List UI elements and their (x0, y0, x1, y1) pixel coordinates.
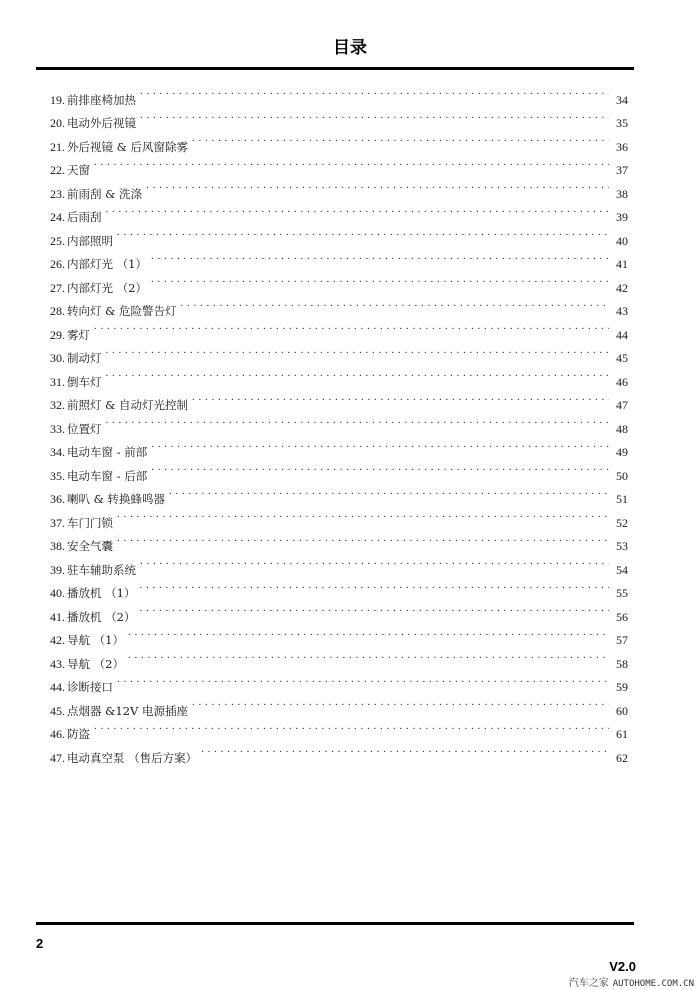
toc-entry-number: 25. (50, 233, 65, 248)
toc-entry[interactable] (50, 738, 628, 765)
toc-entry[interactable] (50, 221, 628, 248)
toc-entry-page: 36 (616, 139, 628, 154)
toc-entry-number: 29. (50, 327, 65, 342)
toc-entry-number: 40. (50, 586, 65, 600)
toc-entry-title: 车门门锁 (67, 515, 113, 530)
toc-entry-number: 32. (50, 398, 65, 412)
toc-dot-leader (192, 127, 609, 151)
toc-entry-page: 40 (616, 233, 628, 248)
toc-dot-leader (128, 621, 609, 645)
toc-entry-title: 转向灯 & 危险警告灯 (67, 304, 177, 318)
toc-entry[interactable] (50, 80, 628, 107)
toc-dot-leader (151, 433, 609, 457)
toc-entry-title: 导航 （2） (67, 656, 124, 671)
toc-entry[interactable] (50, 362, 628, 389)
toc-entry-title: 前照灯 & 自动灯光控制 (67, 398, 189, 412)
toc-entry-page: 58 (616, 656, 628, 671)
toc-entry-page: 39 (616, 210, 628, 224)
page-number: 2 (36, 936, 44, 951)
header-rule (36, 67, 634, 70)
toc-dot-leader (139, 574, 609, 598)
toc-dot-leader (140, 104, 609, 128)
toc-entry[interactable] (50, 245, 628, 269)
toc-entry-number: 20. (50, 116, 65, 130)
toc-dot-leader (94, 315, 609, 339)
toc-entry-title: 雾灯 (67, 327, 90, 342)
toc-entry-number: 26. (50, 257, 65, 271)
toc-entry-title: 播放机 （1） (67, 586, 136, 600)
toc-entry-number: 39. (50, 562, 65, 577)
toc-entry-page: 61 (616, 727, 628, 741)
toc-entry-page: 46 (616, 374, 628, 389)
toc-entry-page: 49 (616, 445, 628, 459)
toc-entry[interactable] (50, 433, 628, 457)
toc-entry-title: 外后视镜 & 后风窗除雾 (67, 139, 189, 154)
toc-entry-title: 内部灯光 （2） (67, 280, 147, 295)
version-label: V2.0 (609, 959, 636, 974)
toc-dot-leader (106, 339, 610, 363)
toc-entry[interactable] (50, 174, 628, 201)
toc-entry[interactable] (50, 503, 628, 530)
toc-entry-page: 35 (616, 116, 628, 130)
toc-entry-page: 42 (616, 280, 628, 295)
toc-entry[interactable] (50, 315, 628, 342)
toc-entry[interactable] (50, 715, 628, 739)
toc-entry-title: 电动车窗 - 后部 (67, 468, 148, 483)
watermark-url: AUTOHOME.COM.CN (612, 979, 694, 989)
toc-entry-title: 喇叭 & 转换蜂鸣器 (67, 492, 166, 506)
toc-entry-title: 电动外后视镜 (67, 116, 136, 130)
toc-dot-leader (117, 668, 609, 692)
toc-dot-leader (117, 221, 609, 245)
toc-dot-leader (106, 409, 610, 433)
toc-dot-leader (94, 151, 609, 175)
toc-entry[interactable] (50, 691, 628, 718)
toc-entry-page: 45 (616, 351, 628, 365)
toc-entry-title: 点烟器 &12V 电源插座 (67, 703, 188, 718)
toc-dot-leader (151, 245, 609, 269)
toc-dot-leader (140, 80, 609, 104)
toc-dot-leader (151, 456, 609, 480)
toc-dot-leader (117, 527, 609, 551)
toc-entry-title: 诊断接口 (67, 680, 113, 694)
toc-entry[interactable] (50, 198, 628, 222)
toc-entry-number: 21. (50, 139, 65, 154)
toc-entry[interactable] (50, 668, 628, 692)
toc-dot-leader (106, 362, 610, 386)
toc-entry-number: 36. (50, 492, 65, 506)
page-title: 目录 (333, 38, 367, 58)
toc-entry-number: 47. (50, 750, 65, 765)
toc-entry-number: 23. (50, 186, 65, 201)
toc-entry-page: 60 (616, 703, 628, 718)
toc-entry-title: 前雨刮 & 洗涤 (67, 186, 143, 201)
toc-entry-page: 41 (616, 257, 628, 271)
toc-entry[interactable] (50, 621, 628, 645)
toc-entry-title: 制动灯 (67, 351, 102, 365)
toc-dot-leader (192, 386, 609, 410)
toc-entry-number: 35. (50, 468, 65, 483)
toc-entry-title: 位置灯 (67, 421, 102, 436)
toc-entry-number: 34. (50, 445, 65, 459)
toc-entry-title: 倒车灯 (67, 374, 102, 389)
toc-dot-leader (192, 691, 609, 715)
toc-dot-leader (128, 644, 609, 668)
toc-entry-number: 41. (50, 609, 65, 624)
toc-entry[interactable] (50, 409, 628, 436)
toc-entry-page: 62 (616, 750, 628, 765)
toc-entry-title: 内部灯光 （1） (67, 257, 147, 271)
table-of-contents (50, 80, 628, 765)
toc-entry[interactable] (50, 151, 628, 175)
toc-entry-number: 33. (50, 421, 65, 436)
toc-dot-leader (117, 503, 609, 527)
toc-entry[interactable] (50, 339, 628, 363)
toc-dot-leader (106, 198, 610, 222)
toc-entry-page: 37 (616, 163, 628, 177)
toc-entry[interactable] (50, 527, 628, 551)
toc-dot-leader (146, 174, 609, 198)
toc-entry-number: 46. (50, 727, 65, 741)
toc-entry-page: 47 (616, 398, 628, 412)
toc-dot-leader (201, 738, 609, 762)
toc-entry-number: 27. (50, 280, 65, 295)
toc-entry-page: 55 (616, 586, 628, 600)
toc-entry-title: 电动车窗 - 前部 (67, 445, 148, 459)
toc-entry-number: 24. (50, 210, 65, 224)
toc-entry-number: 19. (50, 92, 65, 107)
toc-entry-page: 51 (616, 492, 628, 506)
toc-entry-title: 电动真空泵 （售后方案） (67, 750, 198, 765)
watermark (569, 974, 694, 989)
toc-entry-number: 43. (50, 656, 65, 671)
toc-entry-title: 安全气囊 (67, 539, 113, 553)
toc-entry-page: 48 (616, 421, 628, 436)
toc-dot-leader (94, 715, 609, 739)
toc-entry-title: 前排座椅加热 (67, 92, 136, 107)
toc-entry[interactable] (50, 386, 628, 410)
toc-entry-page: 50 (616, 468, 628, 483)
toc-entry-page: 57 (616, 633, 628, 647)
toc-entry[interactable] (50, 550, 628, 577)
watermark-brand: 汽车之家 (568, 978, 609, 989)
toc-entry-number: 45. (50, 703, 65, 718)
toc-dot-leader (140, 550, 609, 574)
toc-entry-number: 30. (50, 351, 65, 365)
toc-entry-page: 54 (616, 562, 628, 577)
toc-entry-title: 驻车辅助系统 (67, 562, 136, 577)
toc-entry-page: 43 (616, 304, 628, 318)
toc-entry-number: 31. (50, 374, 65, 389)
toc-entry-page: 59 (616, 680, 628, 694)
toc-entry[interactable] (50, 644, 628, 671)
toc-dot-leader (169, 480, 609, 504)
toc-entry-title: 天窗 (67, 163, 90, 177)
toc-dot-leader (181, 292, 609, 316)
toc-entry-page: 44 (616, 327, 628, 342)
toc-entry-page: 53 (616, 539, 628, 553)
toc-entry-number: 42. (50, 633, 65, 647)
toc-entry-number: 22. (50, 163, 65, 177)
toc-entry-title: 后雨刮 (67, 210, 102, 224)
toc-entry-number: 28. (50, 304, 65, 318)
toc-entry-page: 56 (616, 609, 628, 624)
toc-entry-number: 38. (50, 539, 65, 553)
footer-rule (36, 922, 634, 925)
toc-entry-title: 播放机 （2） (67, 609, 136, 624)
toc-entry-page: 52 (616, 515, 628, 530)
toc-dot-leader (139, 597, 609, 621)
toc-entry-title: 导航 （1） (67, 633, 124, 647)
toc-entry-title: 内部照明 (67, 233, 113, 248)
toc-entry-page: 38 (616, 186, 628, 201)
toc-entry-title: 防盗 (67, 727, 90, 741)
toc-dot-leader (151, 268, 609, 292)
toc-entry-number: 37. (50, 515, 65, 530)
toc-entry-number: 44. (50, 680, 65, 694)
toc-entry-page: 34 (616, 92, 628, 107)
